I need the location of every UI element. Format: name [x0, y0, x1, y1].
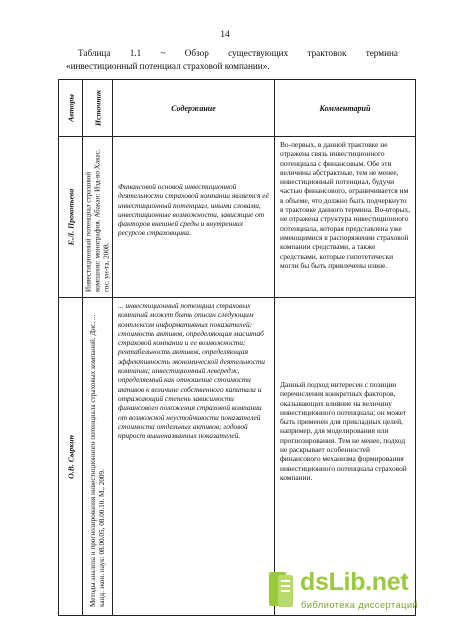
source-text: Инвестиционный потенциал страховой компании: монография. Абакан: Изд-во Хакас. гос. ун-та, 2008.	[84, 149, 110, 292]
caption-word: Таблица	[78, 48, 111, 58]
header-source-label: Источник	[93, 90, 102, 126]
source-text: Методы анализа и прогнозирования инвестиционного потенциала страховых компаний. Дис. ... канд. экон. наук: 08.00.05, 08.00.10. М., 2009.	[88, 314, 106, 607]
caption-line-1	[78, 47, 398, 60]
watermark-title: dsLib.net	[300, 568, 409, 596]
caption-word: термина	[365, 48, 398, 58]
header-authors-label: Авторы	[66, 94, 75, 122]
caption-word: существующих	[228, 48, 289, 58]
watermark-subtitle: библиотека диссертаций	[301, 599, 419, 610]
cell-source	[83, 137, 113, 298]
table-header-row	[59, 80, 416, 137]
caption-word: трактовок	[307, 48, 347, 58]
cell-content: Финансовой основой инвестиционной деятельности страховой компании является её инвестиционный потенциал, иными словами, инвестиционные возможности, зависящие от факторов внешней среды и внутренних ресурсов страховщика.	[113, 137, 275, 298]
cell-comment: Во-первых, в данной трактовке не отражена связь инвестиционного потенциала с финансовым. Обе эти величины абстрактные, тем не менее, инвестиционный потенциал, будучи частью финансового, ограничивается им в объеме, что должно быть подчеркнуто в трактовке данного термина. Во-вторых, не отражена структура инвестиционного потенциала, которая представлена уже имеющимися в распоряжении страховой компании средствами, а также средствами, которые гипотетически могли бы быть привлечены извне.	[275, 137, 416, 298]
caption-line-2: «инвестиционный потенциал страховой компании».	[66, 60, 270, 71]
table-caption	[66, 47, 398, 72]
dslib-watermark	[268, 570, 443, 614]
dslib-logo-icon	[268, 570, 296, 610]
header-source	[83, 80, 113, 137]
header-content: Содержание	[113, 80, 275, 137]
cell-source	[83, 298, 113, 616]
table-row	[59, 137, 416, 298]
cell-author	[59, 298, 83, 616]
author-name: О.В. Сыркин	[66, 434, 75, 479]
cell-content: ... инвестиционный потенциал страховых компаний может быть описан следующим комплексом информативных показателей: стоимость активов, определяющая масштаб страховой компании и ее возможности; рентабельность активов, определяющая эффективность экономической деятельности компании; инвестиционный левередж, определяемый как отношение стоимости активов к величине собственного капитала и отражающий степень зависимости финансового положения страховой компании от возможной неустойчивости показателей стоимости отдельных активов; годовой прирост вышеназванных показателей.	[113, 298, 275, 616]
cell-author	[59, 137, 83, 298]
review-table	[58, 79, 419, 616]
page-number: 14	[220, 30, 230, 40]
author-name: Е.Л. Прокопьева	[66, 188, 75, 246]
caption-word: ~	[160, 48, 166, 58]
cell-comment: Данный подход интересен с позиции перечисления конкретных факторов, оказывающих влияние на величину инвестиционного потенциала; он может быть применен для прикладных целей, например, для моделирования или прогнозирования. Тем не менее, подход не раскрывает особенностей финансового механизма формирования инвестиционного потенциала страховой компании.	[275, 298, 416, 616]
header-authors	[59, 80, 83, 137]
caption-word: Обзор	[184, 48, 209, 58]
caption-word: 1.1	[129, 48, 142, 58]
header-comment: Комментарий	[275, 80, 416, 137]
